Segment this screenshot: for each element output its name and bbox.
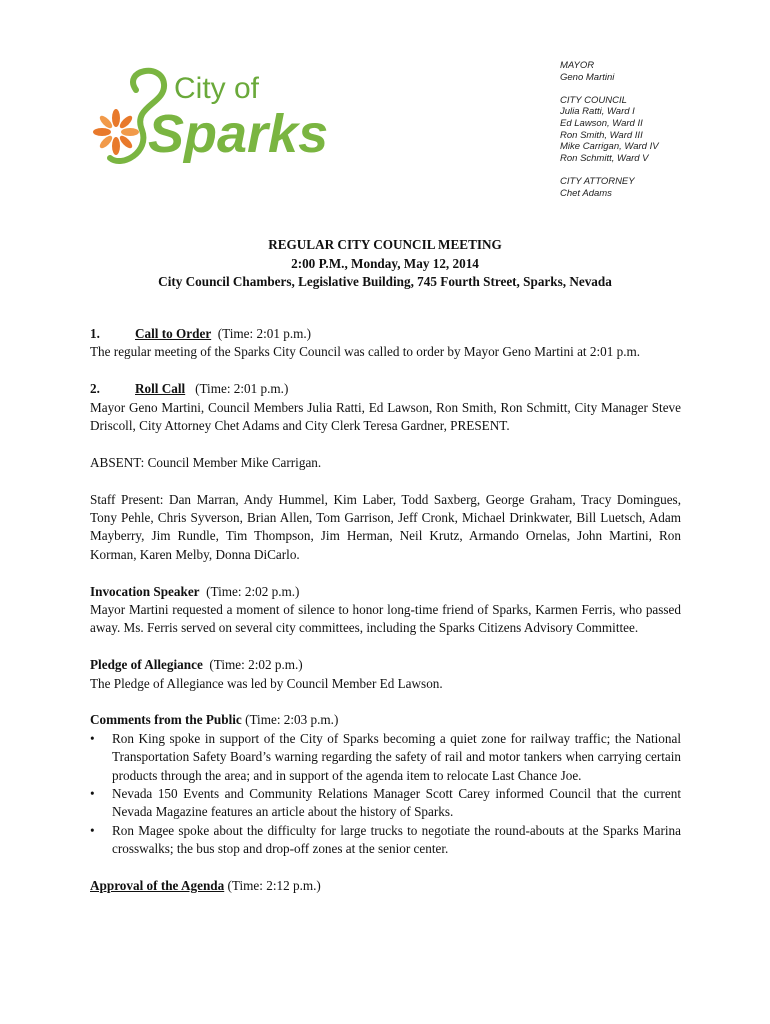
section-heading: Comments from the Public bbox=[90, 712, 242, 728]
comments-list bbox=[90, 730, 681, 859]
attorney-name: Chet Adams bbox=[560, 187, 612, 199]
section-roll-call bbox=[90, 380, 681, 435]
meeting-datetime: 2:00 P.M., Monday, May 12, 2014 bbox=[291, 255, 479, 271]
list-item: • Nevada 150 Events and Community Relations Manager Scott Carey informed Council that the current Nevada Magazine features an article about the history of Sparks. bbox=[90, 786, 681, 820]
officials-list bbox=[560, 60, 760, 211]
council-member: Ron Smith, Ward III bbox=[560, 129, 643, 141]
bullet-icon: • bbox=[90, 786, 95, 802]
mayor-title: MAYOR bbox=[560, 60, 595, 71]
list-item: • Ron Magee spoke about the difficulty for large trucks to negotiate the round-abouts at the Sparks Marina crosswalks; the bus stop and drop-off zones at the senior center. bbox=[90, 822, 681, 857]
council-member: Mike Carrigan, Ward IV bbox=[560, 141, 659, 153]
logo-city-of: City of bbox=[174, 72, 260, 105]
section-heading: Invocation Speaker bbox=[90, 583, 200, 599]
section-text: Mayor Martini requested a moment of silence to honor long-time friend of Sparks, Karmen Ferris, who passed away. Ms. Ferris served on several city committees, including the Sparks Citizens Advisory Committee. bbox=[90, 602, 681, 636]
absent-note: ABSENT: Council Member Mike Carrigan. bbox=[90, 454, 322, 470]
meeting-header bbox=[60, 236, 710, 292]
council-member: Julia Ratti, Ward I bbox=[560, 106, 635, 118]
attorney-title: CITY ATTORNEY bbox=[560, 175, 635, 187]
section-approval-agenda bbox=[90, 877, 681, 895]
meeting-title: REGULAR CITY COUNCIL MEETING bbox=[268, 237, 502, 252]
flower-icon bbox=[93, 109, 139, 155]
section-time: (Time: 2:02 p.m.) bbox=[206, 583, 300, 599]
staff-present: Staff Present: Dan Marran, Andy Hummel, Kim Laber, Todd Saxberg, George Graham, Tracy Domingues, Tony Pehle, Chris Syverson, Brian Allen, Tom Garrison, Jeff Cronk, Michael Drinkwater, Bill Luetsch, Adam Mayberry, Jim Rundle, Tim Thompson, Jim Herman, Neil Krutz, Armando Ornelas, John Martini, Ron Korman, Karen Melby, Donna DiCarlo. bbox=[90, 491, 681, 562]
section-number: 1. bbox=[90, 326, 100, 341]
section-heading: Roll Call bbox=[135, 381, 186, 397]
council-member: Ed Lawson, Ward II bbox=[560, 117, 643, 129]
section-heading: Approval of the Agenda bbox=[90, 878, 225, 894]
list-item: • Ron King spoke in support of the City of Sparks becoming a quiet zone for railway traffic; the National Transportation Safety Board’s warning regarding the safety of rail and motor tankers when carrying certain products through the area; and in support of the agenda item to relocate Last Chance Joe. bbox=[90, 730, 681, 783]
section-pledge bbox=[90, 656, 681, 693]
section-time: (Time: 2:03 p.m.) bbox=[245, 712, 339, 728]
meeting-location: City Council Chambers, Legislative Building, 745 Fourth Street, Sparks, Nevada bbox=[158, 274, 612, 289]
section-time: (Time: 2:01 p.m.) bbox=[217, 326, 312, 341]
section-text: The Pledge of Allegiance was led by Council Member Ed Lawson. bbox=[90, 675, 443, 691]
bullet-icon: • bbox=[90, 730, 95, 746]
section-heading: Call to Order bbox=[135, 326, 212, 341]
council-title: CITY COUNCIL bbox=[560, 94, 627, 106]
logo-sparks: Sparks bbox=[148, 104, 329, 164]
section-heading: Pledge of Allegiance bbox=[90, 657, 203, 673]
council-member: Ron Schmitt, Ward V bbox=[560, 152, 649, 164]
section-invocation bbox=[90, 583, 681, 638]
section-time: (Time: 2:01 p.m.) bbox=[195, 381, 289, 397]
section-number: 2. bbox=[90, 381, 100, 397]
section-text: Mayor Geno Martini, Council Members Julia Ratti, Ed Lawson, Ron Smith, Ron Schmitt, City Manager Steve Driscoll, City Attorney Chet Adams and City Clerk Teresa Gardner, PRESENT. bbox=[90, 399, 681, 434]
section-call-to-order bbox=[90, 325, 681, 362]
bullet-icon: • bbox=[90, 822, 95, 838]
minutes-body bbox=[90, 325, 681, 914]
section-time: (Time: 2:12 p.m.) bbox=[227, 878, 321, 894]
mayor-name: Geno Martini bbox=[560, 71, 615, 83]
city-of-sparks-logo bbox=[92, 60, 342, 180]
section-text: The regular meeting of the Sparks City Council was called to order by Mayor Geno Martini at 2:01 p.m. bbox=[90, 344, 641, 360]
section-time: (Time: 2:02 p.m.) bbox=[209, 657, 303, 673]
section-public-comments bbox=[90, 711, 681, 858]
